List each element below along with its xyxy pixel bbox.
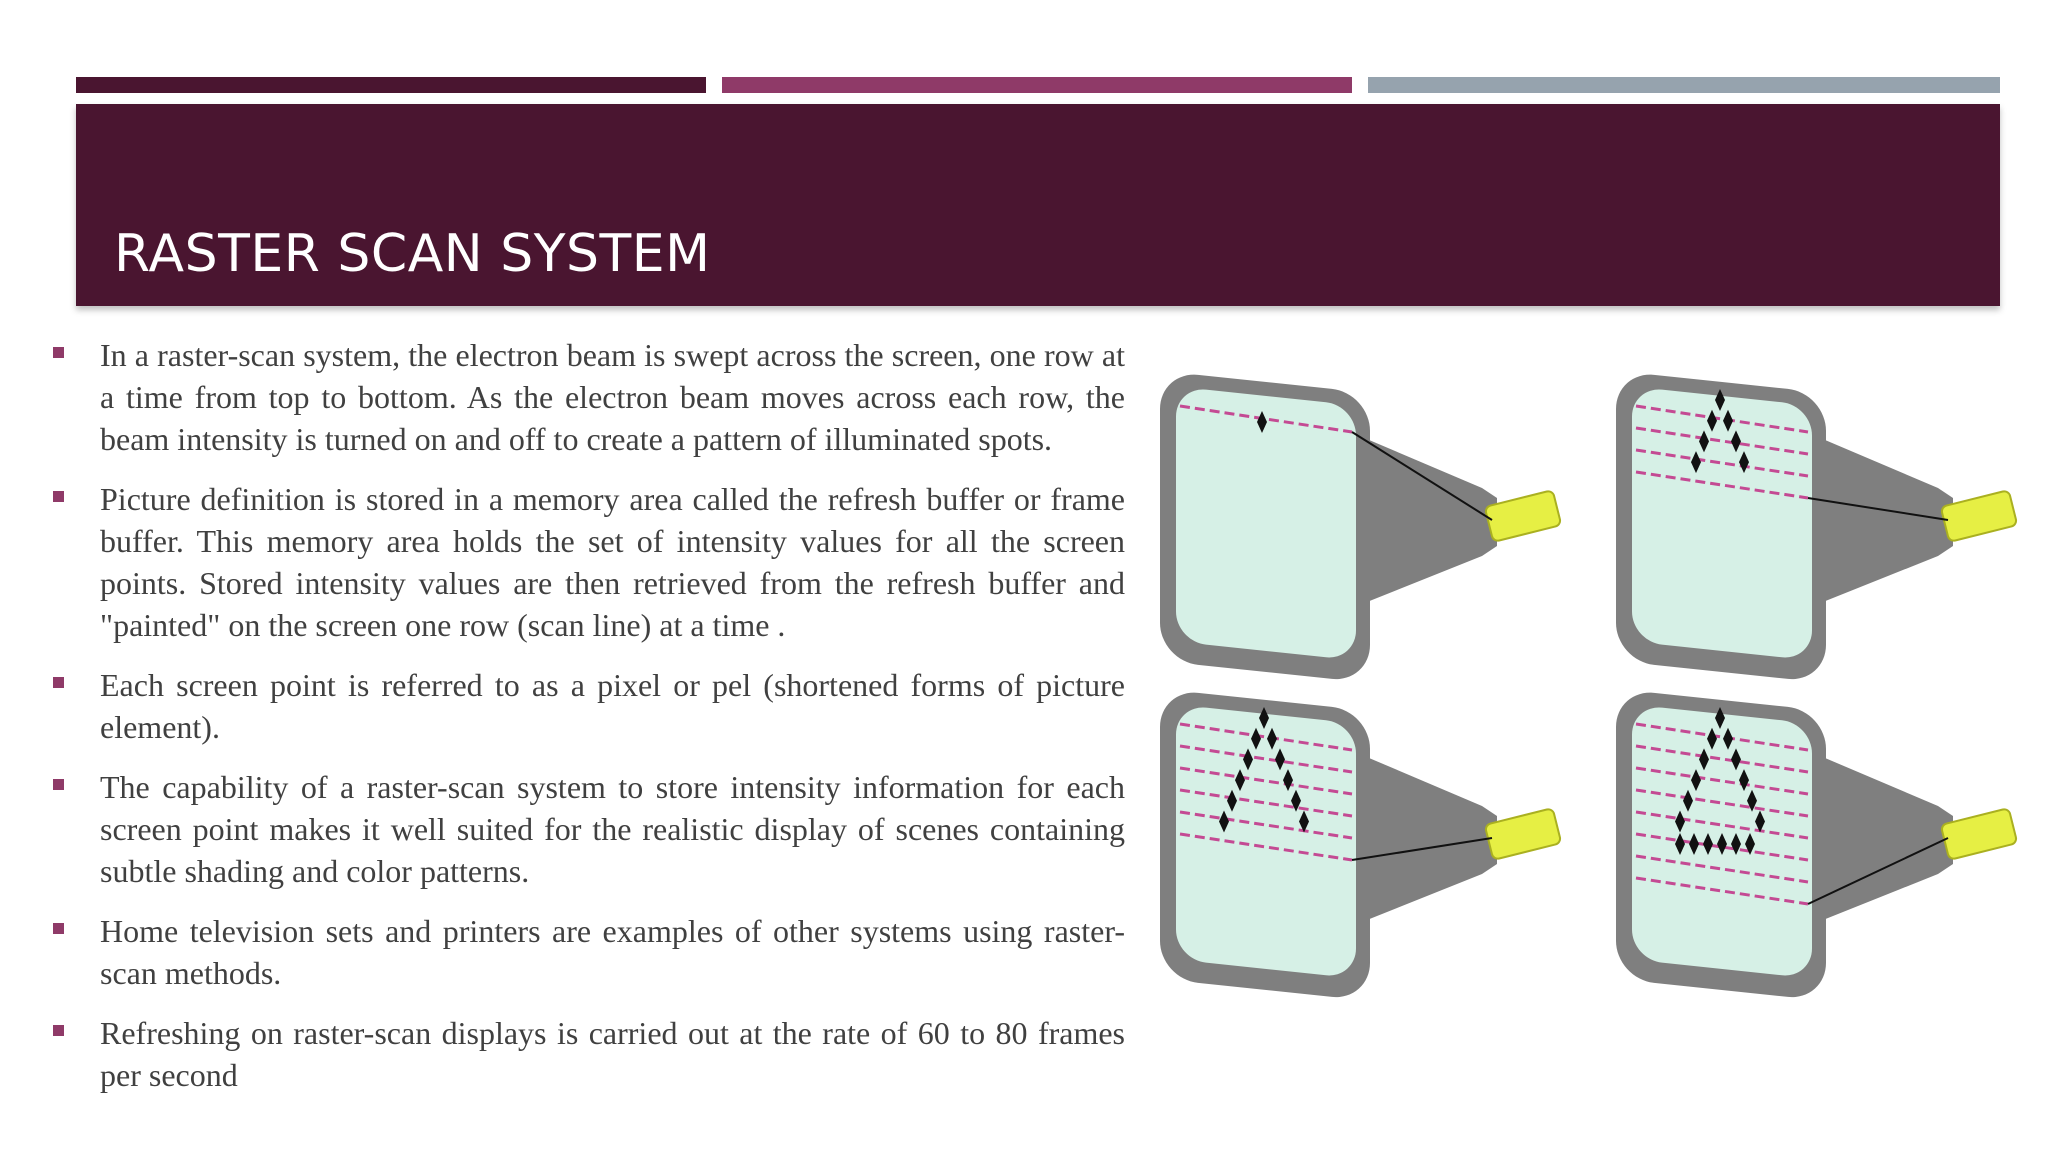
bullet-text: Each screen point is referred to as a pixel or pel (shortened forms of picture element). bbox=[100, 667, 1125, 745]
bullet-marker-icon bbox=[53, 677, 64, 688]
bullet-item bbox=[50, 910, 1125, 994]
bullet-item bbox=[50, 478, 1125, 646]
accent-bar-magenta bbox=[722, 77, 1352, 93]
crt-raster-scan-illustration bbox=[1152, 360, 2048, 1020]
bullet-marker-icon bbox=[53, 1025, 64, 1036]
crt-panel-3 bbox=[1152, 678, 1592, 998]
bullet-text: Refreshing on raster-scan displays is carried out at the rate of 60 to 80 frames per second bbox=[100, 1015, 1125, 1093]
bullet-list bbox=[50, 334, 1125, 1114]
bullet-text: Home television sets and printers are examples of other systems using raster-scan methods. bbox=[100, 913, 1125, 991]
crt-panel-4 bbox=[1608, 678, 2048, 998]
bullet-marker-icon bbox=[53, 923, 64, 934]
bullet-marker-icon bbox=[53, 779, 64, 790]
bullet-text: The capability of a raster-scan system to store intensity information for each screen point makes it well suited for the realistic display of scenes containing subtle shading and color patterns. bbox=[100, 769, 1125, 889]
crt-panel-2 bbox=[1608, 360, 2048, 680]
slide-title: RASTER SCAN SYSTEM bbox=[114, 224, 711, 284]
bullet-item bbox=[50, 334, 1125, 460]
title-band bbox=[76, 104, 2000, 306]
bullet-item bbox=[50, 664, 1125, 748]
bullet-marker-icon bbox=[53, 347, 64, 358]
bullet-item bbox=[50, 1012, 1125, 1096]
accent-bar-gray bbox=[1368, 77, 2000, 93]
accent-bar-dark bbox=[76, 77, 706, 93]
crt-panel-1 bbox=[1152, 360, 1592, 680]
bullet-text: In a raster-scan system, the electron beam is swept across the screen, one row at a time from top to bottom. As the electron beam moves across each row, the beam intensity is turned on and off to create a pattern of illuminated spots. bbox=[100, 337, 1125, 457]
bullet-text: Picture definition is stored in a memory area called the refresh buffer or frame buffer. This memory area holds the set of intensity values for all the screen points. Stored intensity values are then retrieved from the refresh buffer and "painted" on the screen one row (scan line) at a time . bbox=[100, 481, 1125, 643]
bullet-item bbox=[50, 766, 1125, 892]
bullet-marker-icon bbox=[53, 491, 64, 502]
